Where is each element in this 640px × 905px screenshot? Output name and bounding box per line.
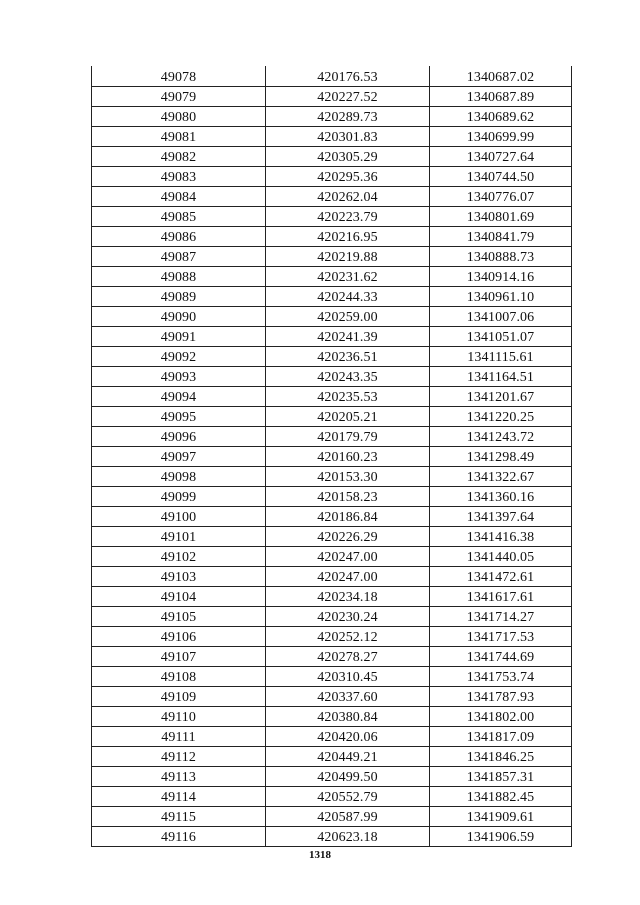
x-coordinate-cell: 420420.06 (266, 727, 430, 747)
x-coordinate-cell: 420499.50 (266, 767, 430, 787)
point-id-cell: 49082 (92, 147, 266, 167)
point-id-cell: 49103 (92, 567, 266, 587)
table-row (92, 147, 572, 167)
x-coordinate-cell: 420301.83 (266, 127, 430, 147)
table-row (92, 727, 572, 747)
table-row (92, 587, 572, 607)
y-coordinate-cell: 1341846.25 (430, 747, 572, 767)
y-coordinate-cell: 1340801.69 (430, 207, 572, 227)
y-coordinate-cell: 1340841.79 (430, 227, 572, 247)
y-coordinate-cell: 1341744.69 (430, 647, 572, 667)
x-coordinate-cell: 420587.99 (266, 807, 430, 827)
point-id-cell: 49097 (92, 447, 266, 467)
x-coordinate-cell: 420205.21 (266, 407, 430, 427)
point-id-cell: 49098 (92, 467, 266, 487)
y-coordinate-cell: 1341857.31 (430, 767, 572, 787)
table-row (92, 807, 572, 827)
table-row (92, 267, 572, 287)
table-row (92, 567, 572, 587)
point-id-cell: 49078 (92, 66, 266, 87)
point-id-cell: 49102 (92, 547, 266, 567)
table-row (92, 307, 572, 327)
point-id-cell: 49085 (92, 207, 266, 227)
point-id-cell: 49116 (92, 827, 266, 847)
x-coordinate-cell: 420259.00 (266, 307, 430, 327)
point-id-cell: 49094 (92, 387, 266, 407)
x-coordinate-cell: 420231.62 (266, 267, 430, 287)
x-coordinate-cell: 420236.51 (266, 347, 430, 367)
point-id-cell: 49086 (92, 227, 266, 247)
y-coordinate-cell: 1341322.67 (430, 467, 572, 487)
table-row (92, 547, 572, 567)
point-id-cell: 49110 (92, 707, 266, 727)
x-coordinate-cell: 420380.84 (266, 707, 430, 727)
point-id-cell: 49096 (92, 427, 266, 447)
x-coordinate-cell: 420243.35 (266, 367, 430, 387)
x-coordinate-cell: 420223.79 (266, 207, 430, 227)
y-coordinate-cell: 1341243.72 (430, 427, 572, 447)
y-coordinate-cell: 1341472.61 (430, 567, 572, 587)
table-row (92, 607, 572, 627)
x-coordinate-cell: 420186.84 (266, 507, 430, 527)
y-coordinate-cell: 1341787.93 (430, 687, 572, 707)
x-coordinate-cell: 420244.33 (266, 287, 430, 307)
y-coordinate-cell: 1341007.06 (430, 307, 572, 327)
y-coordinate-cell: 1341617.61 (430, 587, 572, 607)
table-row (92, 447, 572, 467)
table-row (92, 127, 572, 147)
point-id-cell: 49079 (92, 87, 266, 107)
x-coordinate-cell: 420337.60 (266, 687, 430, 707)
table-row (92, 747, 572, 767)
point-id-cell: 49091 (92, 327, 266, 347)
point-id-cell: 49084 (92, 187, 266, 207)
x-coordinate-cell: 420227.52 (266, 87, 430, 107)
point-id-cell: 49089 (92, 287, 266, 307)
point-id-cell: 49109 (92, 687, 266, 707)
x-coordinate-cell: 420310.45 (266, 667, 430, 687)
table-row (92, 487, 572, 507)
table-row (92, 287, 572, 307)
y-coordinate-cell: 1341051.07 (430, 327, 572, 347)
point-id-cell: 49107 (92, 647, 266, 667)
table-row (92, 407, 572, 427)
table-row (92, 87, 572, 107)
x-coordinate-cell: 420235.53 (266, 387, 430, 407)
x-coordinate-cell: 420226.29 (266, 527, 430, 547)
x-coordinate-cell: 420552.79 (266, 787, 430, 807)
x-coordinate-cell: 420158.23 (266, 487, 430, 507)
table-row (92, 207, 572, 227)
point-id-cell: 49113 (92, 767, 266, 787)
x-coordinate-cell: 420230.24 (266, 607, 430, 627)
point-id-cell: 49081 (92, 127, 266, 147)
y-coordinate-cell: 1341802.00 (430, 707, 572, 727)
y-coordinate-cell: 1340689.62 (430, 107, 572, 127)
x-coordinate-cell: 420252.12 (266, 627, 430, 647)
point-id-cell: 49083 (92, 167, 266, 187)
point-id-cell: 49112 (92, 747, 266, 767)
table-row (92, 647, 572, 667)
table-row (92, 327, 572, 347)
x-coordinate-cell: 420160.23 (266, 447, 430, 467)
y-coordinate-cell: 1341817.09 (430, 727, 572, 747)
x-coordinate-cell: 420179.79 (266, 427, 430, 447)
point-id-cell: 49093 (92, 367, 266, 387)
x-coordinate-cell: 420176.53 (266, 66, 430, 87)
table-row (92, 107, 572, 127)
y-coordinate-cell: 1340687.02 (430, 66, 572, 87)
y-coordinate-cell: 1341909.61 (430, 807, 572, 827)
table-row (92, 507, 572, 527)
point-id-cell: 49114 (92, 787, 266, 807)
table-row (92, 347, 572, 367)
table-row (92, 687, 572, 707)
x-coordinate-cell: 420241.39 (266, 327, 430, 347)
coordinate-table (91, 66, 572, 847)
point-id-cell: 49080 (92, 107, 266, 127)
point-id-cell: 49105 (92, 607, 266, 627)
y-coordinate-cell: 1340687.89 (430, 87, 572, 107)
table-row (92, 767, 572, 787)
table-row (92, 467, 572, 487)
y-coordinate-cell: 1341360.16 (430, 487, 572, 507)
point-id-cell: 49087 (92, 247, 266, 267)
table-row (92, 787, 572, 807)
point-id-cell: 49099 (92, 487, 266, 507)
y-coordinate-cell: 1341906.59 (430, 827, 572, 847)
table-row (92, 527, 572, 547)
y-coordinate-cell: 1341298.49 (430, 447, 572, 467)
x-coordinate-cell: 420623.18 (266, 827, 430, 847)
y-coordinate-cell: 1340961.10 (430, 287, 572, 307)
x-coordinate-cell: 420295.36 (266, 167, 430, 187)
x-coordinate-cell: 420153.30 (266, 467, 430, 487)
y-coordinate-cell: 1341115.61 (430, 347, 572, 367)
table-row (92, 247, 572, 267)
point-id-cell: 49106 (92, 627, 266, 647)
point-id-cell: 49100 (92, 507, 266, 527)
x-coordinate-cell: 420305.29 (266, 147, 430, 167)
y-coordinate-cell: 1340888.73 (430, 247, 572, 267)
table-row (92, 667, 572, 687)
y-coordinate-cell: 1340744.50 (430, 167, 572, 187)
y-coordinate-cell: 1341717.53 (430, 627, 572, 647)
y-coordinate-cell: 1340914.16 (430, 267, 572, 287)
x-coordinate-cell: 420219.88 (266, 247, 430, 267)
x-coordinate-cell: 420449.21 (266, 747, 430, 767)
point-id-cell: 49108 (92, 667, 266, 687)
y-coordinate-cell: 1340776.07 (430, 187, 572, 207)
y-coordinate-cell: 1341753.74 (430, 667, 572, 687)
y-coordinate-cell: 1341220.25 (430, 407, 572, 427)
point-id-cell: 49092 (92, 347, 266, 367)
point-id-cell: 49111 (92, 727, 266, 747)
x-coordinate-cell: 420262.04 (266, 187, 430, 207)
table-row (92, 367, 572, 387)
table-row (92, 827, 572, 847)
y-coordinate-cell: 1341882.45 (430, 787, 572, 807)
y-coordinate-cell: 1341440.05 (430, 547, 572, 567)
table-row (92, 66, 572, 87)
y-coordinate-cell: 1340727.64 (430, 147, 572, 167)
x-coordinate-cell: 420234.18 (266, 587, 430, 607)
x-coordinate-cell: 420216.95 (266, 227, 430, 247)
y-coordinate-cell: 1341714.27 (430, 607, 572, 627)
point-id-cell: 49095 (92, 407, 266, 427)
point-id-cell: 49104 (92, 587, 266, 607)
table-row (92, 707, 572, 727)
y-coordinate-cell: 1341416.38 (430, 527, 572, 547)
table-row (92, 227, 572, 247)
point-id-cell: 49115 (92, 807, 266, 827)
x-coordinate-cell: 420247.00 (266, 547, 430, 567)
table-row (92, 387, 572, 407)
point-id-cell: 49101 (92, 527, 266, 547)
page-number: 1318 (309, 849, 331, 861)
y-coordinate-cell: 1341164.51 (430, 367, 572, 387)
point-id-cell: 49088 (92, 267, 266, 287)
table-row (92, 627, 572, 647)
point-id-cell: 49090 (92, 307, 266, 327)
y-coordinate-cell: 1340699.99 (430, 127, 572, 147)
table-body (92, 66, 572, 847)
table-row (92, 427, 572, 447)
x-coordinate-cell: 420289.73 (266, 107, 430, 127)
table-row (92, 187, 572, 207)
x-coordinate-cell: 420247.00 (266, 567, 430, 587)
y-coordinate-cell: 1341201.67 (430, 387, 572, 407)
y-coordinate-cell: 1341397.64 (430, 507, 572, 527)
table-row (92, 167, 572, 187)
x-coordinate-cell: 420278.27 (266, 647, 430, 667)
